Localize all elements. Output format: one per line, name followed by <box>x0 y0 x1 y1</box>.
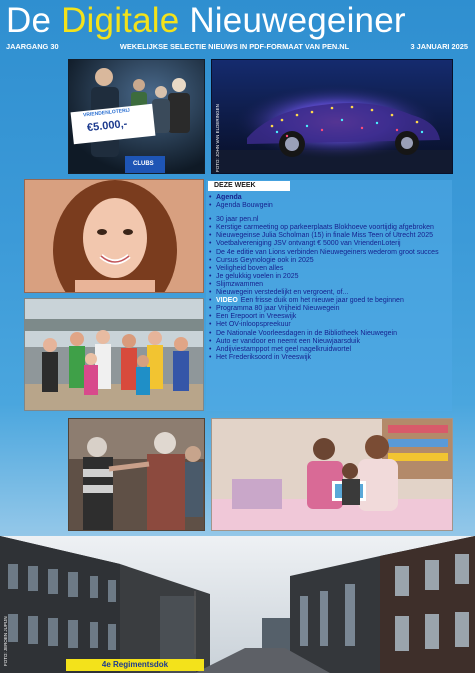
news-item-agenda[interactable]: • Agenda <box>208 194 452 202</box>
news-item-agenda-bouwgein[interactable]: • Agenda Bouwgein <box>208 202 452 210</box>
reading-photo-art <box>212 419 453 531</box>
photo-lottery-check[interactable] <box>68 59 205 174</box>
news-item[interactable]: • De 4e editie van Lions verbinden Nieuwegeiners wederom groot succes <box>208 249 452 257</box>
news-item[interactable]: • Andijviestamppot met geel nagelkruidwortel <box>208 346 452 354</box>
title-part-2: Nieuwegeiner <box>179 1 406 40</box>
news-item[interactable]: • Auto er vandoor en neemt een Nieuwjaarsduik <box>208 338 452 346</box>
news-item[interactable]: • Kerstige carmeeting op parkeerplaats Blokhoeve voortijdig afgebroken <box>208 224 452 232</box>
issue-date: 3 JANUARI 2025 <box>410 42 468 51</box>
swim-photo-art <box>25 299 204 411</box>
tagline: WEKELIJKSE SELECTIE NIEUWS IN PDF-FORMAAT VAN PEN.NL <box>119 42 350 51</box>
bottom-photo-caption[interactable]: 4e Regimentsdok <box>66 659 204 671</box>
newspaper-title <box>6 2 406 40</box>
masthead <box>0 0 475 58</box>
title-part-1: De <box>6 1 62 40</box>
lottery-logo: CLUBS <box>133 161 154 167</box>
news-item[interactable]: • Nieuwegeinse Julia Scholman (15) in finale Miss Teen of Utrecht 2025 <box>208 232 452 240</box>
car-photo-credit: FOTO: JOHN VAN ELDERINGEN <box>215 104 220 172</box>
buildings-photo-art <box>0 536 475 673</box>
photo-regimentsdok-buildings[interactable] <box>0 536 475 673</box>
lottery-check-amount: €5.000,- <box>86 117 128 135</box>
news-item[interactable]: • Nieuwegein verstedelijkt en vergroent, of... <box>208 289 452 297</box>
news-item-video[interactable] <box>208 297 452 305</box>
news-item[interactable]: • Programma 80 jaar Vrijheid Nieuwegein <box>208 305 452 313</box>
title-accent: Digitale <box>61 1 180 40</box>
agenda-list <box>208 194 452 210</box>
photo-portrait[interactable] <box>24 179 204 293</box>
news-item[interactable]: • De Nationale Voorleesdagen in de Bibliotheek Nieuwegein <box>208 330 452 338</box>
news-item[interactable]: • Veiligheid boven alles <box>208 265 452 273</box>
portrait-photo-art <box>25 180 204 293</box>
lottery-check-label: VRIENDENLOTERIJ <box>82 107 131 119</box>
photo-elderly-dancing[interactable] <box>68 418 205 531</box>
news-list <box>208 194 452 362</box>
news-item[interactable]: • Het OV-inloopspreekuur <box>208 321 452 329</box>
news-item[interactable]: • 30 jaar pen.nl <box>208 216 452 224</box>
masthead-subline <box>6 42 468 52</box>
news-section-tag: DEZE WEEK <box>208 181 290 191</box>
news-item[interactable]: • Je gelukkig voelen in 2025 <box>208 273 452 281</box>
news-item[interactable]: • Een Erepoort in Vreeswijk <box>208 313 452 321</box>
photo-new-year-swim[interactable] <box>24 298 204 411</box>
article-list <box>208 216 452 362</box>
photo-light-car[interactable] <box>211 59 453 174</box>
volume-label: JAARGANG 30 <box>6 42 59 51</box>
news-item[interactable]: • Voetbalvereniging JSV ontvangt € 5000 van VriendenLoterij <box>208 240 452 248</box>
photo-reading-children[interactable] <box>211 418 453 531</box>
news-item[interactable]: • Cursus Geynologie ook in 2025 <box>208 257 452 265</box>
news-item[interactable]: • Het Frederiksoord in Vreeswijk <box>208 354 452 362</box>
news-item[interactable]: • Slijmzwammen <box>208 281 452 289</box>
building-photo-credit: FOTO: JEROEN JUPIJN <box>3 616 8 666</box>
video-badge: VIDEO <box>216 297 238 305</box>
dancing-photo-art <box>69 419 205 531</box>
car-photo-art <box>212 60 453 174</box>
video-item-title: Een frisse duik om het nieuwe jaar goed te beginnen <box>240 297 404 305</box>
